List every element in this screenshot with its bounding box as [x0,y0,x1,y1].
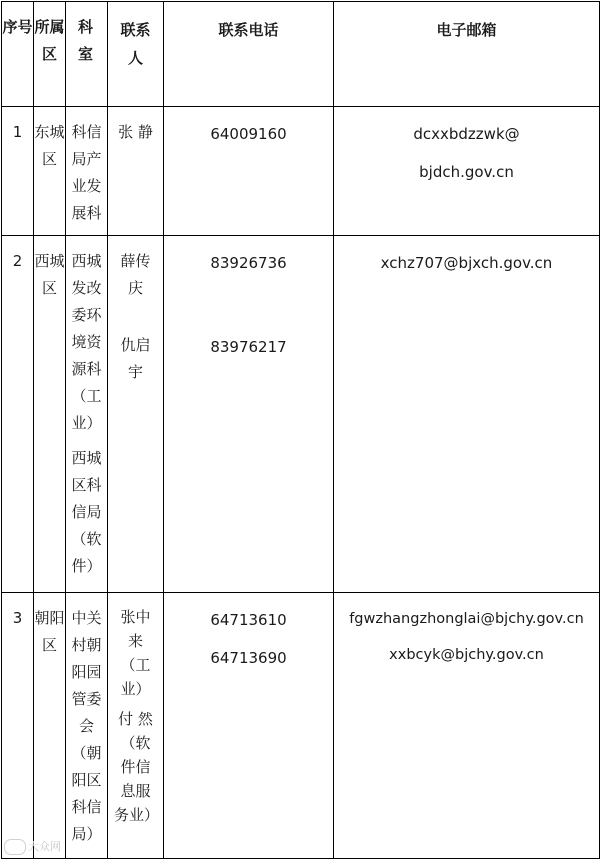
watermark-text: 大众网 [28,840,61,853]
contact-table [1,1,600,859]
row-email [334,236,600,593]
header-dept: 科室 [66,2,108,107]
row-no: 2 [2,236,34,593]
dept-line: 西城区科信局（软件） [71,449,102,575]
header-person: 联系人 [108,2,164,107]
row-district: 东城区 [34,107,66,236]
row-phone [164,107,334,236]
phone-number: 64009160 [210,125,287,143]
person-name: 张 静 [118,123,153,141]
header-district: 所属区 [34,2,66,107]
watermark-logo-icon [4,839,26,855]
table-row [2,593,600,859]
phone-number: 83976217 [210,338,287,356]
person-name: 仇启宇 [120,336,151,381]
phone-number: 64713690 [210,649,287,667]
person-name: 张中来（工业） [120,608,151,698]
row-no: 1 [2,107,34,236]
row-person [108,593,164,859]
row-dept: 中关村朝阳园管委会（朝阳区科信局） [66,593,108,859]
table-row [2,236,600,593]
dept-line: 西城发改委环境资源科（工业） [71,252,102,432]
email-address[interactable]: xxbcyk@bjchy.gov.cn [389,647,544,663]
table-row [2,107,600,236]
email-part[interactable]: bjdch.gov.cn [419,163,514,181]
row-dept: 科信局产业发展科 [66,107,108,236]
header-no: 序号 [2,2,34,107]
phone-number: 83926736 [210,254,287,272]
header-email: 电子邮箱 [334,2,600,107]
row-person [108,107,164,236]
row-person [108,236,164,593]
person-name: 付 然（软件信息服务业） [114,710,160,824]
header-row [2,2,600,107]
row-district: 朝阳区 [34,593,66,859]
row-phone [164,236,334,593]
email-part[interactable]: dcxxbdzzwk@ [413,125,520,143]
phone-number: 64713610 [210,611,287,629]
row-email [334,107,600,236]
row-no: 3 [2,593,34,859]
email-address[interactable]: xchz707@bjxch.gov.cn [380,254,553,272]
row-email [334,593,600,859]
row-district: 西城区 [34,236,66,593]
watermark [4,838,61,855]
person-name: 薛传庆 [120,252,151,297]
email-address[interactable]: fgwzhangzhonglai@bjchy.gov.cn [349,611,584,627]
header-phone: 联系电话 [164,2,334,107]
row-dept [66,236,108,593]
row-phone [164,593,334,859]
